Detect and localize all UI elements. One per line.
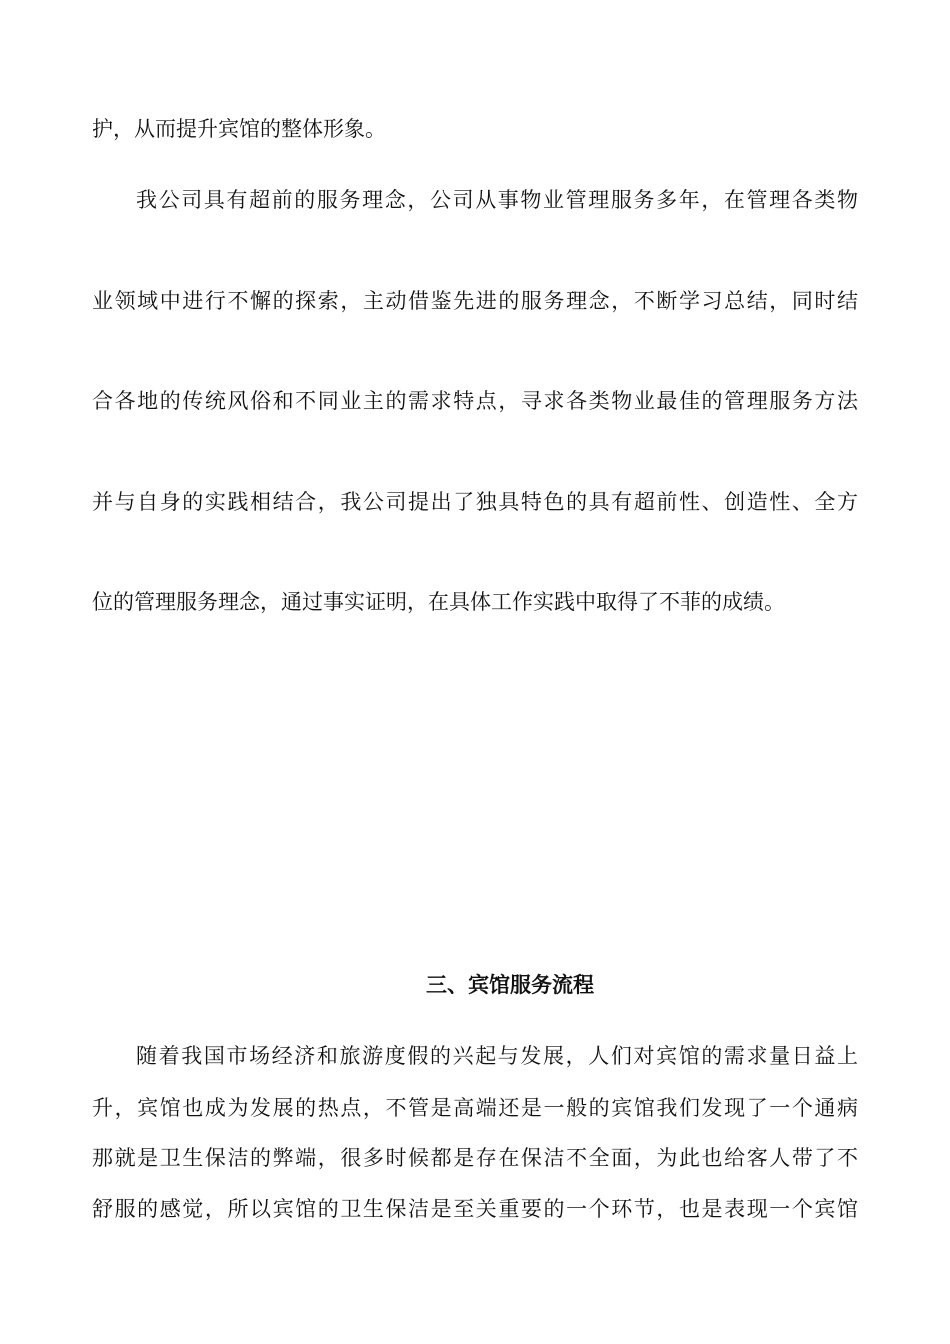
paragraph-line: 护，从而提升宾馆的整体形象。 xyxy=(92,117,386,141)
section-heading: 三、宾馆服务流程 xyxy=(426,973,594,997)
paragraph-line: 合各地的传统风俗和不同业主的需求特点，寻求各类物业最佳的管理服务方法 xyxy=(92,389,858,413)
paragraph-line: 随着我国市场经济和旅游度假的兴起与发展，人们对宾馆的需求量日益上 xyxy=(136,1044,858,1068)
paragraph-line: 业领域中进行不懈的探索，主动借鉴先进的服务理念，不断学习总结，同时结 xyxy=(92,289,858,313)
paragraph-line: 位的管理服务理念，通过事实证明，在具体工作实践中取得了不菲的成绩。 xyxy=(92,590,785,614)
paragraph-line: 升，宾馆也成为发展的热点，不管是高端还是一般的宾馆我们发现了一个通病 xyxy=(92,1096,858,1120)
paragraph-line: 并与自身的实践相结合，我公司提出了独具特色的具有超前性、创造性、全方 xyxy=(92,490,858,514)
paragraph-line: 我公司具有超前的服务理念，公司从事物业管理服务多年，在管理各类物 xyxy=(136,188,858,212)
paragraph-line: 那就是卫生保洁的弊端，很多时候都是存在保洁不全面，为此也给客人带了不 xyxy=(92,1146,858,1170)
paragraph-line: 舒服的感觉，所以宾馆的卫生保洁是至关重要的一个环节，也是表现一个宾馆 xyxy=(92,1197,858,1221)
